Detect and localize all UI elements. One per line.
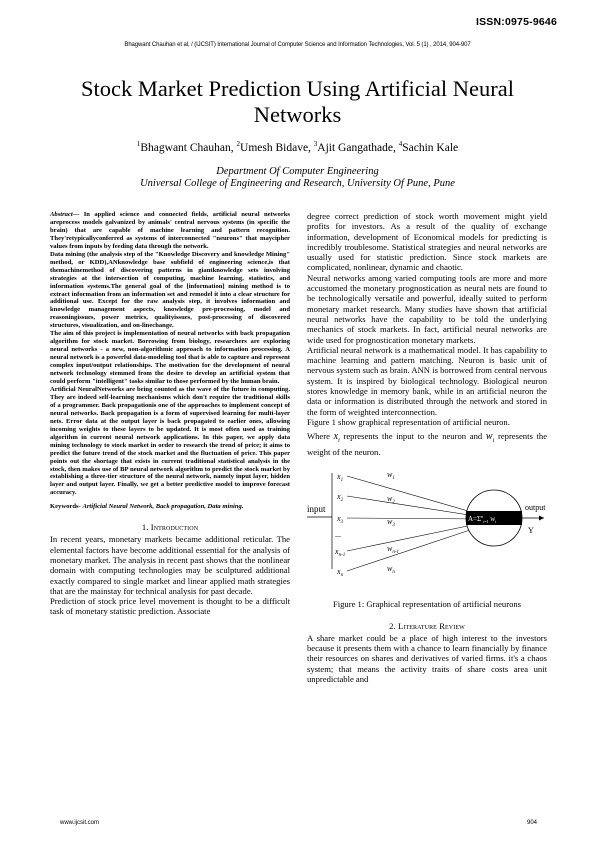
math-xi: $x_i$ <box>333 431 340 445</box>
abstract-p2: Data mining (the analysis step of the "Knowledge Discovery and knowledge Mining" method, or KDD),ANknowledge base subfield of engineering science,is that themachinemethod of discovering patterns in giantknowledge sets involving strategies at the intersection of computing, machine learning, statistics, and information systems.The general goal of the [information] mining method is to extract information from an information set and remodel it into a clear structure for additional use. Except for the raw analysis step, it involves information and knowledge management aspects, knowledge pre-processing, model and reasoningissues, power metrics, qualityissues, post-processing of discovered structures, visualization, and on-lineсhange. <box>50 250 290 330</box>
intro-p2: Prediction of stock price level movement is thought to be a difficult task of monetary statistic prediction. Associate <box>50 596 290 617</box>
weight-w3: $w_3$ <box>387 516 395 528</box>
keywords-label: Keywords- <box>50 503 81 511</box>
college: Universal College of Engineering and Research, University Of Pune, Pune <box>140 178 455 189</box>
figure-caption: Figure 1: Graphical representation of artificial neurons <box>332 598 522 609</box>
right-p5: Where $x_i$ represents the input to the neuron and $w_i$ represents the weight of the neuron. <box>307 431 548 457</box>
author-list: $^1$Bhagwant Chauhan, $^2$Umesh Bidave, $^3$Ajit Gangathade, $^4$Sachin Kale <box>136 140 459 154</box>
weight-wn: $w_n$ <box>387 563 395 575</box>
math-wi: $w_i$ <box>485 431 495 445</box>
author-number: 2 <box>236 140 241 148</box>
connection-line <box>347 518 482 519</box>
input-x3: $x_3$ <box>337 513 344 525</box>
page-number: 904 <box>526 820 537 826</box>
department: Department Of Computer Engineering <box>216 166 379 177</box>
connection-line <box>347 523 482 551</box>
input-xn-1: $x_{n-1}$ <box>335 546 346 558</box>
right-p3: Artificial neural network is a mathematical model. It has capability to machine learning and pattern matching. Neuron is basic unit of nervous system such as brain. ANN is borrowed from central nervous system. It is inspired by biological technology. Biological neuron stores knowledge in memory bank, while in an artificial neuron the data or information is distributed through the network and stored in the form of weighted interconnection. <box>307 344 547 417</box>
abstract-p3: The aim of this project is implementation of neural networks with back propagation algorithm for stock market. Borrowing from biology, researchers are exploring neural networks - a new, non-algorithmic approach to information processing. A neural network is a powerful data-modeling tool that is able to capture and represent complex input/output relationships. The motivation for the development of neural network technology stemmed from the desire to develop an artificial system that could perform "intelligent" tasks similar to those performed by the human brain. <box>50 330 290 386</box>
weight-w2: $w_2$ <box>387 493 395 505</box>
lit-review-p1: A share market could be a place of high interest to the investors because it presents them with a chance to learn financially by finance their resources on shares and derivatives of varied firms. it's a chaos system; that means the activity traits of share costs area unit unpredictable and <box>307 632 547 685</box>
output-y-label: Y <box>528 525 534 535</box>
affiliation <box>0 166 595 190</box>
abstract-p1: Abstract— In applied science and connected fields, artificial neural networks areprocess models galvanized by animals' central nervous systems (in specific the brain) that are capable of machine learning and pattern recognition. They'retypicallyconferred as systems of interconnected "neurons" that maycipher values from inputs by feeding data through the network. <box>50 211 290 250</box>
author-number: 3 <box>313 140 318 148</box>
left-column <box>50 211 290 617</box>
connection-line <box>347 526 482 571</box>
issn: ISSN:0975-9646 <box>475 16 557 28</box>
author-name: Sachin Kale <box>402 141 459 154</box>
weight-wn-1: $w_{n-1}$ <box>387 543 400 555</box>
input-dots: ... <box>335 529 341 539</box>
keywords <box>50 503 290 510</box>
right-p1: degree correct prediction of stock worth movement might yield profits for investors. As a result of the quality of exchange information, development of Economical models for predicting is incredibly troublesome. Statistical strategies and neural networks are usually used for statistic prediction. Since stock markets are complicated, nonlinear, dynamic and chaotic. <box>307 211 547 273</box>
input-xn: $x_n$ <box>337 566 344 578</box>
output-label: output <box>525 502 546 512</box>
section-heading: 1. Introduction <box>141 522 199 533</box>
section-heading: 2. Literature Review <box>389 620 465 631</box>
input-x2: $x_2$ <box>337 491 344 503</box>
abstract-p4: Artificial NeuralNetworks are being counted as the wave of the future in computing. They are indeed self-learning mechanisms which don't require the traditional skills of a programmer. Back propagationis one of the approaches to implement concept of neural networks. Back propagation is a form of supervised learning for multi-layer nets. Error data at the output layer is back propagated to earlier ones, allowing incoming weights to these layers to be updated. It is most often used as training algorithm in current neural network applications. In this paper, we apply data mining technology to stock market in order to research the trend of price; it aims to predict the future trend of the stock market and the fluctuation of price. This paper points out the shortage that exists in current traditional statistical analysis in the stock, then makes use of BP neural network algorithm to predict the stock market by establishing a three-tier structure of the neural network, namely input layer, hidden layer and output layer. Finally, we get a better predictive model to improve forecast accuracy. <box>50 385 290 497</box>
input-x1: $x_1$ <box>337 471 344 483</box>
running-head: Bhagwant Chauhan et al, / (IJCSIT) International Journal of Computer Science and Information Technologies, Vol. 5 (1) , 2014, 904-907 <box>124 42 471 48</box>
neuron-diagram <box>307 461 547 649</box>
right-p2: Neural networks among varied computing tools are more and more accustomed the monetary prognostication as neural nets are found to be technologically versatile and powerful, ideally suited to perform monetary market research. Many studies have shown that artificial neural networks have the capability to be told the underlying mechanics of stock markets. In fact, artificial neural networks are wide used for prognostication monetary markets. <box>307 272 547 345</box>
right-column <box>307 211 547 684</box>
connection-line <box>347 476 482 515</box>
neuron-figure <box>307 461 547 649</box>
connection-line <box>347 493 482 517</box>
author-name: Umesh Bidave <box>240 141 309 154</box>
abstract-label: Abstract— <box>50 211 80 218</box>
author-number: 1 <box>136 140 141 148</box>
keywords-text: Artificial Neural Network, Back propagation, Data mining. <box>82 503 244 511</box>
weight-w1: $w_1$ <box>387 469 395 481</box>
author-number: 4 <box>398 140 403 148</box>
input-label: input <box>307 503 326 514</box>
intro-p1: In recent years, monetary markets became additional reticular. The elemental factors have become additional essential for the analysis of monetary market. The analysis in recent past shows that the nonlinear domain with computing technologies may be sculptured additional exactly compared to single market and linear applied math strategies that are the mainstay for technical analysis for past decade. <box>50 534 290 596</box>
author-name: Bhagwant Chauhan <box>140 141 231 154</box>
paper-title: Stock Market Prediction Using Artificial Neural Networks <box>80 76 515 127</box>
author-name: Ajit Gangathade <box>317 141 393 154</box>
neuron-formula: $A=\Sigma^n_{i=1}$ $w_i$ <box>468 513 497 524</box>
right-p4: Figure 1 show graphical representation of artificial neuron. <box>307 416 510 427</box>
footer-url: www.ijcsit.com <box>60 820 100 826</box>
output-arrowhead <box>539 515 544 520</box>
